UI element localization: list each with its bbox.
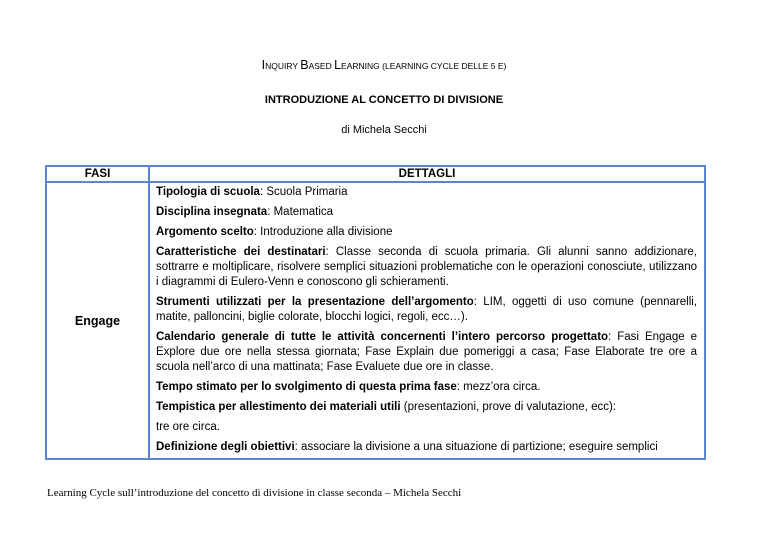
detail-item: Strumenti utilizzati per la presentazione dell’argomento: LIM, oggetti di uso comune (pennarelli, matite, palloncini, biglie colorate, blocchi logici, regoli, ecc…). bbox=[156, 296, 698, 323]
detail-key: Caratteristiche dei destinatari bbox=[156, 246, 326, 258]
detail-value: Fasi Engage e Explore due ore nella stessa giornata; Fase Explain due pomeriggi a casa; Fase Elaborate tre ore a scuola nell’arco di una mattinata; Fase Evaluete due ore in classe. bbox=[156, 331, 698, 373]
detail-key: Tempistica per allestimento dei materiali utili bbox=[156, 401, 401, 413]
detail-item: Tempo stimato per lo svolgimento di questa prima fase: mezz’ora circa. bbox=[156, 381, 541, 393]
detail-key: Tempo stimato per lo svolgimento di questa prima fase bbox=[156, 381, 457, 393]
detail-value: (presentazioni, prove di valutazione, ecc): bbox=[403, 401, 616, 413]
detail-value: Scuola Primaria bbox=[266, 186, 348, 198]
document-author: di Michela Secchi bbox=[341, 124, 427, 136]
detail-item: Calendario generale di tutte le attività concernenti l’intero percorso progettato: Fasi Engage e Explore due ore nella stessa giornata; Fase Explain due pomeriggi a casa; Fase Elaborate tre ore a scuola nell’arco di una mattinata; Fase Evaluete due ore in classe. bbox=[156, 331, 698, 373]
column-header-phases: FASI bbox=[46, 166, 149, 182]
table-row bbox=[46, 182, 705, 459]
document-title bbox=[0, 58, 768, 72]
detail-value: Classe seconda di scuola primaria. Gli alunni sanno addizionare, sottrarre e moltiplicare, risolvere semplici situazioni problematiche con le operazioni conosciute, utilizzano i diagrammi di Eulero-Venn e conoscono gli schieramenti. bbox=[156, 246, 698, 288]
detail-item: Caratteristiche dei destinatari: Classe seconda di scuola primaria. Gli alunni sanno addizionare, sottrarre e moltiplicare, risolvere semplici situazioni problematiche con le operazioni conosciute, utilizzano i diagrammi di Eulero-Venn e conoscono gli schieramenti. bbox=[156, 246, 698, 288]
detail-value: LIM, oggetti di uso comune (pennarelli, matite, palloncini, biglie colorate, blocchi logici, regoli, ecc…). bbox=[156, 296, 698, 323]
title-part: INQUIRY bbox=[261, 58, 301, 72]
details-cell bbox=[149, 182, 705, 459]
detail-value: mezz’ora circa. bbox=[463, 381, 541, 393]
detail-value: associare la divisione a una situazione di partizione; eseguire semplici bbox=[301, 441, 658, 453]
phases-table bbox=[45, 165, 706, 460]
phase-cell: Engage bbox=[46, 182, 149, 459]
detail-key: Tipologia di scuola bbox=[156, 186, 260, 198]
document-subtitle: INTRODUZIONE AL CONCETTO DI DIVISIONE bbox=[264, 94, 504, 106]
detail-item: Disciplina insegnata: Matematica bbox=[156, 206, 334, 218]
detail-item: Argomento scelto: Introduzione alla divisione bbox=[156, 226, 393, 238]
column-header-details: DETTAGLI bbox=[149, 166, 705, 182]
detail-value: Matematica bbox=[273, 206, 334, 218]
title-part: BASED bbox=[300, 58, 335, 72]
detail-key: Strumenti utilizzati per la presentazione dell’argomento bbox=[156, 296, 474, 308]
detail-item: Definizione degli obiettivi: associare la divisione a una situazione di partizione; eseguire semplici bbox=[156, 441, 658, 453]
detail-item: Tipologia di scuola: Scuola Primaria bbox=[156, 186, 348, 198]
page-footer: Learning Cycle sull’introduzione del concetto di divisione in classe seconda – Michela Secchi bbox=[47, 487, 462, 499]
detail-key: Disciplina insegnata bbox=[156, 206, 268, 218]
title-part: LEARNING bbox=[334, 58, 383, 72]
detail-key: Definizione degli obiettivi bbox=[156, 441, 295, 453]
title-small: (LEARNING CYCLE DELLE 5 E) bbox=[382, 61, 507, 71]
detail-key: Calendario generale di tutte le attività concernenti l’intero percorso progettato bbox=[156, 331, 609, 343]
detail-value: Introduzione alla divisione bbox=[260, 226, 393, 238]
detail-key: Argomento scelto bbox=[156, 226, 254, 238]
detail-item bbox=[156, 398, 697, 418]
detail-value: tre ore circa. bbox=[156, 421, 220, 433]
table-header-row bbox=[46, 166, 705, 182]
detail-item bbox=[156, 418, 697, 438]
